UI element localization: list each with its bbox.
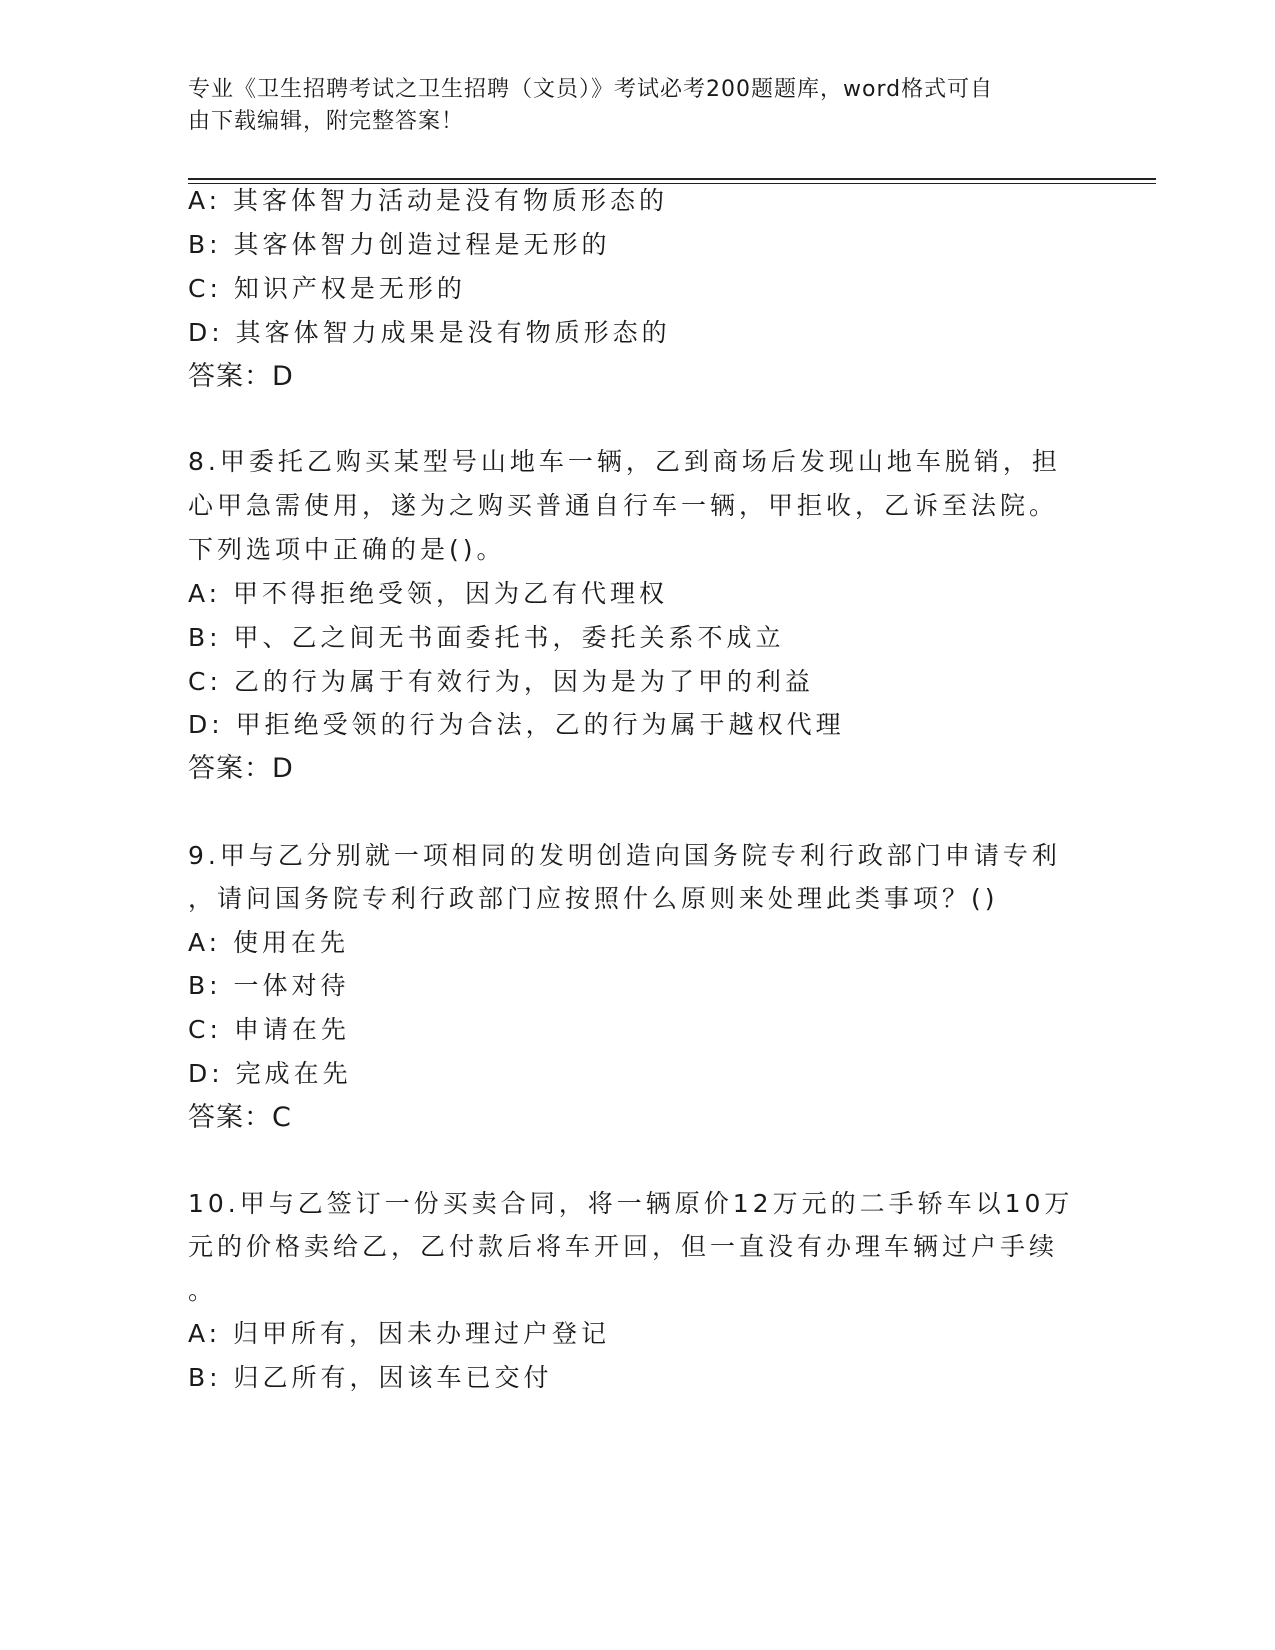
q9-option-a: A: 使用在先 — [188, 928, 350, 957]
q10-stem-line-1: 10.甲与乙签订一份买卖合同，将一辆原价12万元的二手轿车以10万 — [188, 1189, 1074, 1218]
q9-option-d: D: 完成在先 — [188, 1059, 352, 1088]
q8-stem-line-2: 心甲急需使用，遂为之购买普通自行车一辆，甲拒收，乙诉至法院。 — [188, 491, 1059, 520]
q9-answer: 答案：C — [188, 1102, 292, 1133]
q9-stem-line-2: ，请问国务院专利行政部门应按照什么原则来处理此类事项？() — [188, 884, 999, 913]
q9-option-b: B: 一体对待 — [188, 971, 350, 1000]
q8-stem-line-3: 下列选项中正确的是()。 — [188, 535, 506, 564]
header-divider-thick — [188, 178, 1156, 180]
q7-option-a: A: 其客体智力活动是没有物质形态的 — [188, 186, 669, 215]
q10-stem-line-3: 。 — [188, 1276, 218, 1305]
q7-option-d: D: 其客体智力成果是没有物质形态的 — [188, 318, 671, 347]
q7-answer: 答案：D — [188, 361, 294, 392]
q9-option-c: C: 申请在先 — [188, 1015, 350, 1044]
q9-stem-line-1: 9.甲与乙分别就一项相同的发明创造向国务院专利行政部门申请专利 — [188, 841, 1061, 870]
q10-option-a: A: 归甲所有，因未办理过户登记 — [188, 1319, 611, 1348]
q8-stem-line-1: 8.甲委托乙购买某型号山地车一辆，乙到商场后发现山地车脱销，担 — [188, 447, 1061, 476]
q8-answer: 答案：D — [188, 753, 294, 784]
q7-option-c: C: 知识产权是无形的 — [188, 274, 466, 303]
document-header — [188, 74, 1068, 138]
q10-stem-line-2: 元的价格卖给乙，乙付款后将车开回，但一直没有办理车辆过户手续 — [188, 1232, 1059, 1261]
q8-option-c: C: 乙的行为属于有效行为，因为是为了甲的利益 — [188, 667, 814, 696]
header-line-1: 专业《卫生招聘考试之卫生招聘（文员）》考试必考200题题库，word格式可自 — [188, 77, 994, 102]
header-divider-thin — [188, 183, 1156, 184]
q10-option-b: B: 归乙所有，因该车已交付 — [188, 1363, 553, 1392]
q8-option-b: B: 甲、乙之间无书面委托书，委托关系不成立 — [188, 623, 785, 652]
q7-option-b: B: 其客体智力创造过程是无形的 — [188, 230, 611, 259]
q8-option-a: A: 甲不得拒绝受领，因为乙有代理权 — [188, 579, 669, 608]
q8-option-d: D: 甲拒绝受领的行为合法，乙的行为属于越权代理 — [188, 710, 845, 739]
header-line-2: 由下载编辑，附完整答案！ — [188, 109, 465, 134]
